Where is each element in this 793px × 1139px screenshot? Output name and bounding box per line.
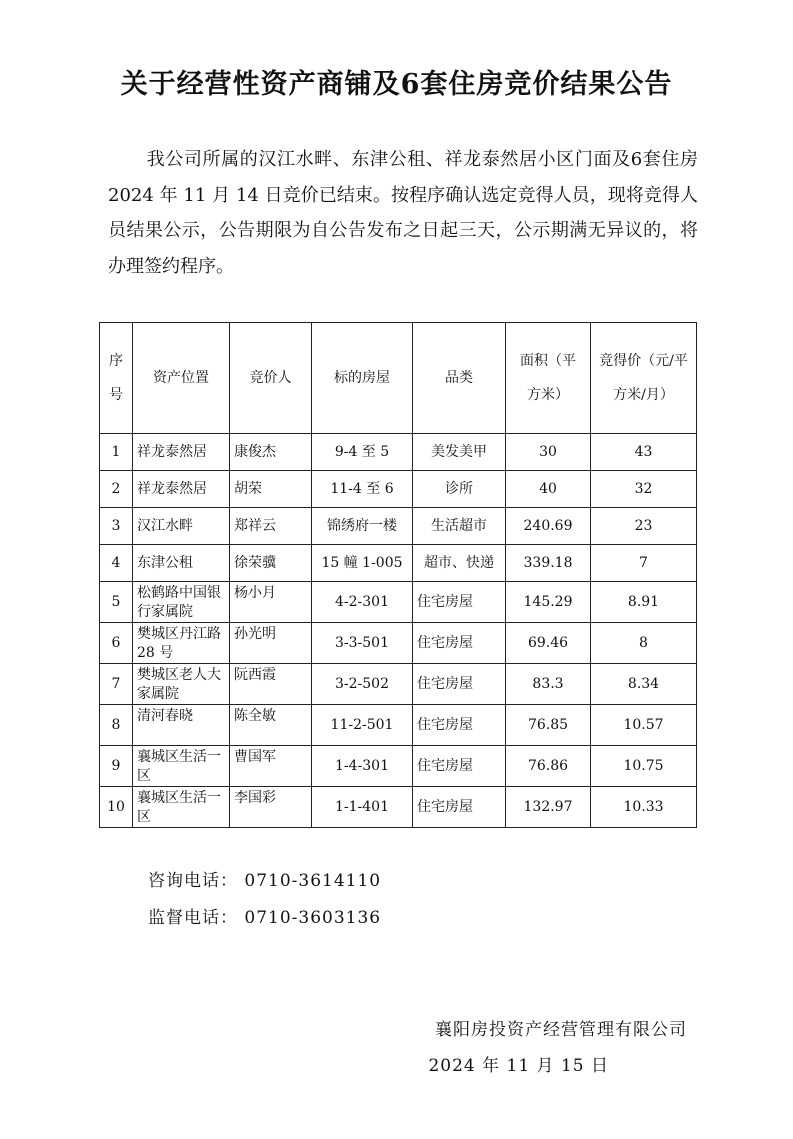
cell-house: 11-4 至 6 <box>312 471 413 508</box>
cell-area: 40 <box>506 471 591 508</box>
cell-location: 樊城区老人大家属院 <box>133 664 230 705</box>
cell-bidder: 胡荣 <box>230 471 312 508</box>
table-row <box>100 705 697 746</box>
cell-house: 4-2-301 <box>312 582 413 623</box>
cell-area: 83.3 <box>506 664 591 705</box>
cell-bidder: 曹国军 <box>230 746 312 787</box>
results-table <box>99 322 697 828</box>
cell-category: 生活超市 <box>413 508 506 545</box>
body-text: 我公司所属的汉江水畔、东津公租、祥龙泰然居小区门面及6套住房 2024 年 11 月 14 日竞价已结束。按程序确认选定竞得人员，现将竞得人员结果公示，公告期限为自公告发布之日起三天，公示期满无异议的，将办理签约程序。 <box>108 149 698 277</box>
cell-location: 东津公租 <box>133 545 230 582</box>
cell-bidder: 徐荣骥 <box>230 545 312 582</box>
cell-category: 住宅房屋 <box>413 705 506 746</box>
cell-seq: 6 <box>100 623 133 664</box>
cell-location: 汉江水畔 <box>133 508 230 545</box>
cell-bidder: 陈全敏 <box>230 705 312 746</box>
cell-house: 锦绣府一楼 <box>312 508 413 545</box>
cell-location: 襄城区生活一区 <box>133 787 230 828</box>
table-row <box>100 471 697 508</box>
cell-location: 祥龙泰然居 <box>133 471 230 508</box>
table-row <box>100 434 697 471</box>
cell-price: 8.91 <box>591 582 697 623</box>
announcement-body <box>108 142 698 284</box>
cell-area: 76.85 <box>506 705 591 746</box>
cell-price: 10.57 <box>591 705 697 746</box>
cell-house: 9-4 至 5 <box>312 434 413 471</box>
supervise-phone: 监督电话： 0710-3603136 <box>148 908 382 928</box>
page-title: 关于经营性资产商铺及6套住房竞价结果公告 <box>120 69 673 100</box>
cell-house: 11-2-501 <box>312 705 413 746</box>
table-row <box>100 746 697 787</box>
table-row <box>100 508 697 545</box>
cell-category: 诊所 <box>413 471 506 508</box>
cell-area: 76.86 <box>506 746 591 787</box>
cell-house: 1-1-401 <box>312 787 413 828</box>
header-area: 面积（平方米） <box>506 323 591 434</box>
cell-price: 10.75 <box>591 746 697 787</box>
cell-location: 祥龙泰然居 <box>133 434 230 471</box>
cell-bidder: 郑祥云 <box>230 508 312 545</box>
cell-seq: 10 <box>100 787 133 828</box>
header-location: 资产位置 <box>133 323 230 434</box>
cell-price: 32 <box>591 471 697 508</box>
cell-location: 清河春晓 <box>133 705 230 746</box>
cell-house: 3-2-502 <box>312 664 413 705</box>
table-row <box>100 545 697 582</box>
table-row <box>100 623 697 664</box>
cell-seq: 5 <box>100 582 133 623</box>
cell-seq: 4 <box>100 545 133 582</box>
cell-house: 3-3-501 <box>312 623 413 664</box>
cell-house: 15 幢 1-005 <box>312 545 413 582</box>
cell-category: 住宅房屋 <box>413 787 506 828</box>
header-bidder: 竞价人 <box>230 323 312 434</box>
cell-house: 1-4-301 <box>312 746 413 787</box>
cell-bidder: 李国彩 <box>230 787 312 828</box>
header-price: 竞得价（元/平方米/月） <box>591 323 697 434</box>
cell-category: 住宅房屋 <box>413 623 506 664</box>
consult-phone: 咨询电话： 0710-3614110 <box>148 871 382 891</box>
cell-area: 30 <box>506 434 591 471</box>
cell-price: 8.34 <box>591 664 697 705</box>
cell-category: 住宅房屋 <box>413 664 506 705</box>
cell-area: 145.29 <box>506 582 591 623</box>
cell-bidder: 杨小月 <box>230 582 312 623</box>
cell-price: 8 <box>591 623 697 664</box>
cell-bidder: 阮西霞 <box>230 664 312 705</box>
cell-seq: 8 <box>100 705 133 746</box>
cell-location: 松鹤路中国银行家属院 <box>133 582 230 623</box>
cell-seq: 2 <box>100 471 133 508</box>
cell-area: 69.46 <box>506 623 591 664</box>
cell-bidder: 康俊杰 <box>230 434 312 471</box>
cell-seq: 7 <box>100 664 133 705</box>
cell-category: 超市、快递 <box>413 545 506 582</box>
cell-price: 7 <box>591 545 697 582</box>
cell-bidder: 孙光明 <box>230 623 312 664</box>
table-row <box>100 582 697 623</box>
cell-area: 132.97 <box>506 787 591 828</box>
cell-category: 住宅房屋 <box>413 582 506 623</box>
cell-category: 住宅房屋 <box>413 746 506 787</box>
header-seq: 序号 <box>100 323 133 434</box>
cell-area: 339.18 <box>506 545 591 582</box>
cell-seq: 3 <box>100 508 133 545</box>
header-house: 标的房屋 <box>312 323 413 434</box>
table-row <box>100 664 697 705</box>
cell-price: 23 <box>591 508 697 545</box>
signature-company: 襄阳房投资产经营管理有限公司 <box>435 1020 687 1040</box>
cell-area: 240.69 <box>506 508 591 545</box>
table-header-row <box>100 323 697 434</box>
cell-location: 襄城区生活一区 <box>133 746 230 787</box>
cell-location: 樊城区丹江路 28 号 <box>133 623 230 664</box>
cell-seq: 9 <box>100 746 133 787</box>
cell-price: 10.33 <box>591 787 697 828</box>
header-category: 品类 <box>413 323 506 434</box>
cell-seq: 1 <box>100 434 133 471</box>
cell-category: 美发美甲 <box>413 434 506 471</box>
table-row <box>100 787 697 828</box>
cell-price: 43 <box>591 434 697 471</box>
signature-date: 2024 年 11 月 15 日 <box>428 1056 609 1076</box>
